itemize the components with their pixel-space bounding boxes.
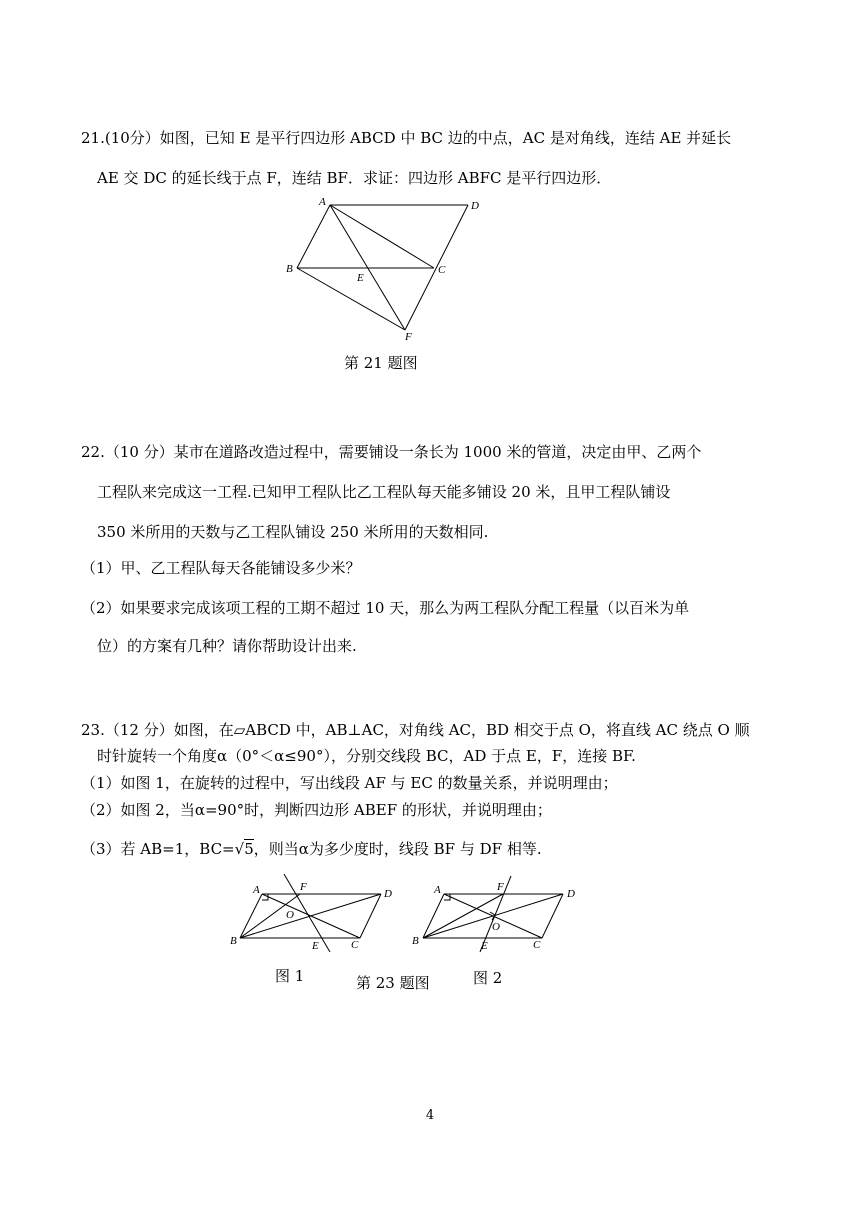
- q22-text-line2: 工程队来完成这一工程.已知甲工程队比乙工程队每天能多铺设 20 米，且甲工程队铺设: [97, 483, 671, 501]
- fig1-label-f: F: [300, 881, 307, 893]
- q21-label-a: A: [319, 196, 326, 208]
- q21-edge-bf: [297, 268, 405, 330]
- fig1-label-o: O: [286, 909, 294, 921]
- fig2-label-d: D: [567, 888, 575, 900]
- q23-part3-radicand: 5: [244, 840, 254, 858]
- q22-part2-line2: 位）的方案有几种？请你帮助设计出来.: [97, 637, 357, 655]
- q22-part2-line1: （2）如果要求完成该项工程的工期不超过 10 天，那么为两工程队分配工程量（以百米为单: [81, 599, 690, 617]
- fig2-label-f: F: [497, 881, 504, 893]
- q21-edge-ab: [297, 205, 330, 268]
- q23-part3: [81, 839, 542, 859]
- fig1-label-d: D: [384, 888, 392, 900]
- q21-label-d: D: [471, 200, 479, 212]
- fig1-edge-ab: [240, 894, 262, 938]
- fig1-label-e: E: [312, 940, 319, 952]
- q23-figure2-caption: 图 2: [473, 969, 503, 987]
- q21-label-b: B: [286, 263, 293, 275]
- q23-figure-caption: 第 23 题图: [356, 974, 430, 992]
- q21-figure: [282, 192, 482, 342]
- fig2-label-b: B: [412, 935, 419, 947]
- fig2-label-o: O: [492, 921, 500, 933]
- q21-edge-ac: [330, 205, 434, 268]
- fig2-line-bf: [423, 894, 503, 938]
- page-number: 4: [425, 1108, 435, 1123]
- q23-part2: （2）如图 2，当α=90°时，判断四边形 ABEF 的形状，并说明理由；: [81, 801, 552, 819]
- fig1-label-b: B: [230, 935, 237, 947]
- q23-part3-suffix: ，则当α为多少度时，线段 BF 与 DF 相等.: [253, 840, 542, 858]
- q23-part1: （1）如图 1，在旋转的过程中，写出线段 AF 与 EC 的数量关系，并说明理由；: [81, 774, 618, 792]
- fig2-edge-ab: [423, 894, 444, 938]
- q21-label-c: C: [438, 264, 446, 276]
- fig1-diag-bd: [240, 894, 381, 938]
- fig2-label-e: E: [481, 940, 488, 952]
- q21-text-line2: AE 交 DC 的延长线于点 F，连结 BF．求证：四边形 ABFC 是平行四边形．: [97, 169, 612, 187]
- fig1-edge-cd: [360, 894, 381, 938]
- q23-text-line2: 时针旋转一个角度α（0°＜α≤90°），分别交线段 BC，AD 于点 E，F，连接 BF.: [97, 747, 636, 765]
- q23-figure2: [404, 873, 584, 953]
- fig2-label-a: A: [434, 884, 441, 896]
- q22-text-line3: 350 米所用的天数与乙工程队铺设 250 米所用的天数相同.: [97, 523, 489, 541]
- fig2-edge-cd: [542, 894, 563, 938]
- q21-label-f: F: [405, 331, 412, 342]
- q23-figure1-caption: 图 1: [275, 967, 305, 985]
- q21-label-e: E: [357, 272, 364, 284]
- fig2-label-c: C: [533, 939, 541, 951]
- q21-figure-caption: 第 21 题图: [344, 354, 418, 372]
- sqrt-icon: √5: [234, 840, 254, 858]
- q22-part1: （1）甲、乙工程队每天各能铺设多少米？: [81, 559, 361, 577]
- fig1-label-a: A: [253, 884, 260, 896]
- fig1-label-c: C: [351, 939, 359, 951]
- q23-text-line1: 23.（12 分）如图，在▱ABCD 中，AB⊥AC，对角线 AC，BD 相交于点 O，将直线 AC 绕点 O 顺: [81, 721, 750, 739]
- q23-figure1: [226, 873, 406, 953]
- q21-text-line1: 21.(10分）如图，已知 E 是平行四边形 ABCD 中 BC 边的中点，AC 是对角线，连结 AE 并延长: [81, 129, 732, 147]
- q22-text-line1: 22.（10 分）某市在道路改造过程中，需要铺设一条长为 1000 米的管道，决定由甲、乙两个: [81, 443, 702, 461]
- q23-part3-prefix: （3）若 AB=1，BC=: [81, 840, 235, 858]
